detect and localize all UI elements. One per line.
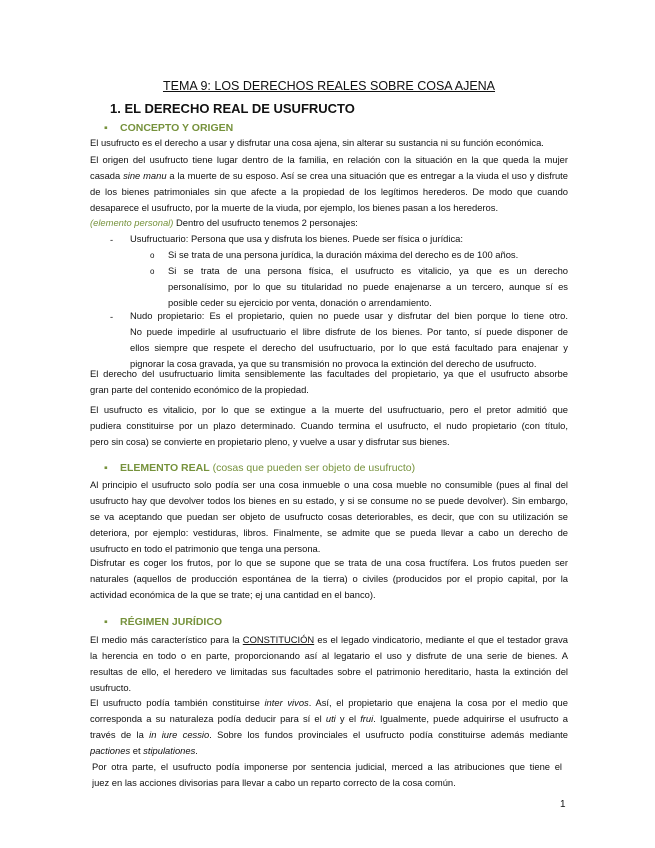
subheading-elemento-real: ▪ ELEMENTO REAL (cosas que pueden ser objeto de usufructo) — [104, 462, 416, 474]
page-number: 1 — [560, 799, 566, 810]
paragraph-definition: El usufructo es el derecho a usar y disfrutar una cosa ajena, sin alterar su sustancia ni su función económica. — [90, 137, 544, 148]
square-bullet-icon: ▪ — [104, 616, 108, 628]
paragraph-sentencia: Por otra parte, el usufructo podía imponerse por sentencia judicial, merced a las atribuciones que tiene el juez en las acciones divisorias para llevar a cabo un reparto correcto de la cosa común. — [92, 761, 562, 788]
document-title: TEMA 9: LOS DERECHOS REALES SOBRE COSA AJENA — [162, 79, 496, 93]
circle-bullet-icon: o — [150, 251, 155, 260]
item-persona-juridica: Si se trata de una persona jurídica, la duración máxima del derecho es de 100 años. — [168, 249, 519, 260]
paragraph-personal: (elemento personal) Dentro del usufructo tenemos 2 personajes: — [90, 217, 358, 228]
square-bullet-icon: ▪ — [104, 122, 108, 134]
subheading-regimen: ▪ RÉGIMEN JURÍDICO — [104, 616, 223, 628]
subheading-concepto — [104, 122, 233, 134]
item-nudo-propietario: Nudo propietario: Es el propietario, quien no puede usar y disfrutar del bien porque lo tiene otro. No puede impedirle al usufructuario el libre disfrute de los bienes. Por tanto, sí puede disponer de ellos siempre que respete el derecho del usufructuario, por lo que está facultado para enajenar y pignorar la cosa gravada, ya que su transmisión no provoca la extinción del derecho de usufructo. — [130, 310, 568, 369]
paragraph-inter-vivos: El usufructo podía también constituirse inter vivos. Así, el propietario que enajena la cosa por el medio que corresponda a su naturaleza podía deducir para sí el uti y el frui. Igualmente, puede adquirirse el usufructo a través de la in iure cessio. Sobre los fundos provinciales el usufructo podía constituirse además mediante pactiones et stipulationes. — [90, 697, 568, 756]
paragraph-objects: Al principio el usufructo solo podía ser una cosa inmueble o una cosa mueble no consumible (pues al final del usufructo hay que devolver todos los bienes en su estado, y si se consume no se puede devolver). Sin embargo, se va aceptando que puedan ser objeto de usufructo cosas deteriorables, es decir, que con su utilización se deteriora, por ejemplo: vestiduras, libros. Finalmente, se admite que se pueda llevar a cabo un derecho de usufructo en todo el patrimonio que tenga una persona. — [90, 479, 568, 554]
paragraph-origin: El origen del usufructo tiene lugar dentro de la familia, en relación con la situación en la que queda la mujer casada sine manu a la muerte de su esposo. Así se crea una situación que es entregar a la viuda el uso y disfrute de los bienes patrimoniales sin que afecte a la propiedad de los legítimos herederos. De modo que cuando desaparece el usufructo, por la muerte de la viuda, por ejemplo, los bienes pasan a los herederos. — [90, 154, 568, 213]
paragraph-constitucion: El medio más característico para la CONSTITUCIÓN es el legado vindicatorio, mediante el que el testador grava la herencia en todo o en parte, proporcionando así al legatario el uso y disfrute de una serie de bienes. A resultas de ello, el heredero ve limitadas sus facultades sobre el patrimonio hereditario, hasta la extinción del usufructo. — [90, 634, 568, 693]
item-usufructuario: Usufructuario: Persona que usa y disfruta los bienes. Puede ser física o jurídica: — [130, 233, 463, 244]
dash-bullet-icon: - — [110, 311, 114, 322]
section-heading-usufructo: 1. EL DERECHO REAL DE USUFRUCTO — [110, 101, 355, 116]
paragraph-frutos: Disfrutar es coger los frutos, por lo que se supone que se trata de una cosa fructífera. Los frutos pueden ser naturales (aquellos de producción espontánea de la tierra) o civiles (producidos por el propio capital, por la actividad económica de la que se trate; ej una cantidad en el banco). — [90, 557, 568, 600]
paragraph-limits: El derecho del usufructuario limita sensiblemente las facultades del propietario, ya que el usufructo absorbe gran parte del contenido económico de la propiedad. — [90, 368, 568, 395]
circle-bullet-icon: o — [150, 267, 155, 276]
subheading-text: CONCEPTO Y ORIGEN — [120, 122, 234, 134]
item-persona-fisica: Si se trata de una persona física, el usufructo es vitalicio, ya que es un derecho personalísimo, por lo que su titularidad no puede enajenarse a un tercero, aunque sí es posible ceder su ejercicio por venta, donación o arrendamiento. — [168, 265, 568, 308]
square-bullet-icon: ▪ — [104, 462, 108, 474]
dash-bullet-icon: - — [110, 234, 114, 245]
paragraph-vitalicio: El usufructo es vitalicio, por lo que se extingue a la muerte del usufructuario, pero el pretor admitió que pudiera constituirse por un plazo determinado. Cuando termina el usufructo, el nudo propietario (con título, pero sin cosa) se convierte en propietario pleno, y vuelve a usar y disfrutar sus bienes. — [90, 404, 568, 447]
